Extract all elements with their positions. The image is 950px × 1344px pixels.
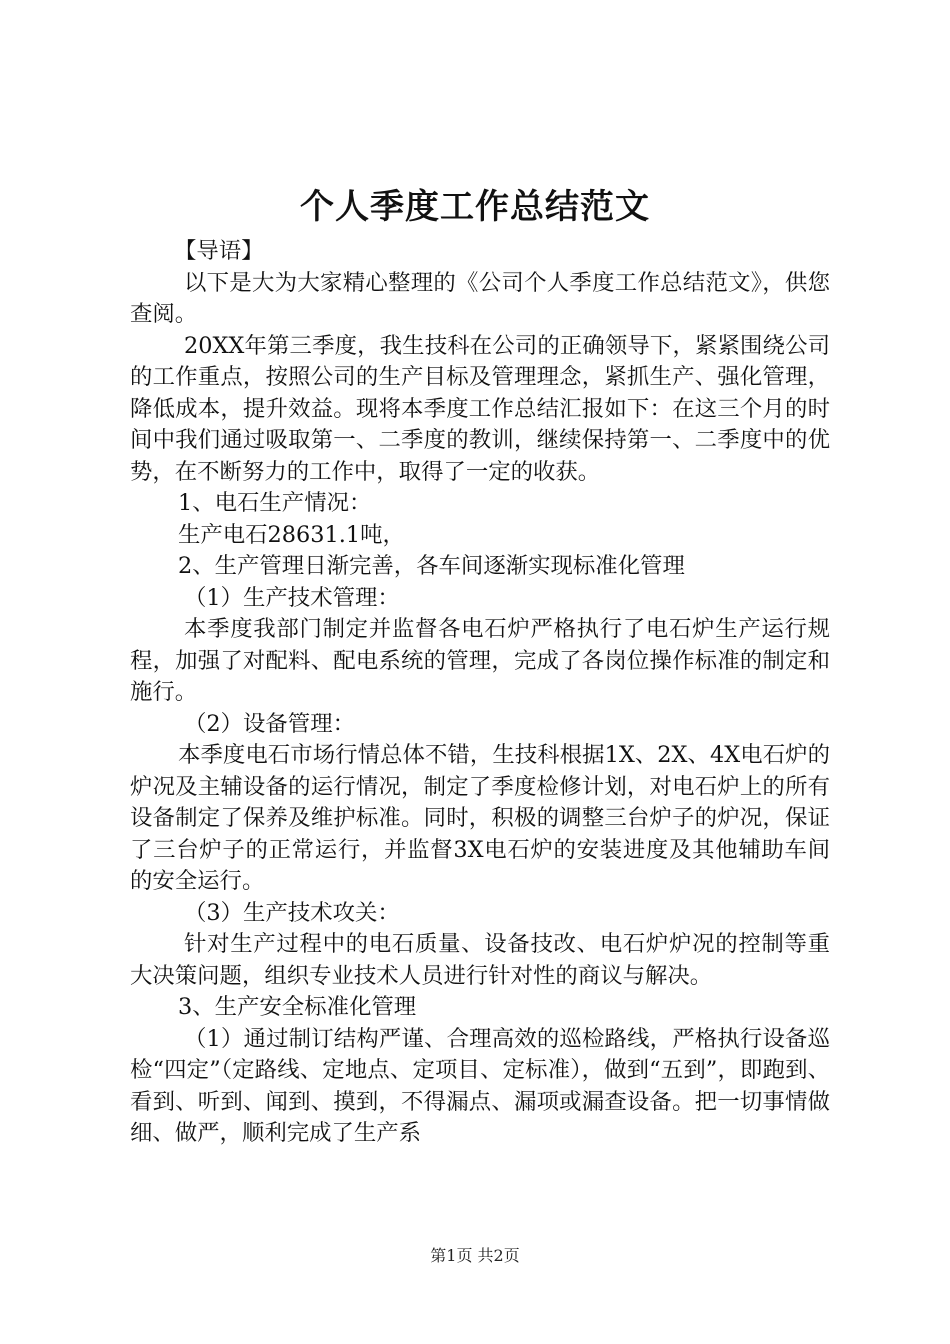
intro-heading: 【导语】: [174, 238, 264, 264]
section-heading-3: 3、生产安全标准化管理: [178, 994, 417, 1020]
page-footer: 第1页 共2页: [430, 1246, 520, 1265]
subsection-heading-2-1: （1）生产技术管理：: [184, 584, 400, 611]
subsection-heading-2-2: （2）设备管理：: [184, 710, 355, 737]
technical-management-paragraph: 本季度我部门制定并监督各电石炉严格执行了电石炉生产运行规程，加强了对配料、配电系统的管理，完成了各岗位操作标准的制定和施行。: [130, 616, 830, 705]
summary-paragraph: 20XX年第三季度，我生技科在公司的正确领导下，紧紧围绕公司的工作重点，按照公司的生产目标及管理理念，紧抓生产、强化管理，降低成本，提升效益。现将本季度工作总结汇报如下：在这三个月的时间中我们通过吸取第一、二季度的教训，继续保持第一、二季度中的优势，在不断努力的工作中，取得了一定的收获。: [130, 332, 830, 485]
equipment-management-paragraph: 本季度电石市场行情总体不错，生技科根据1X、2X、4X电石炉的炉况及主辅设备的运行情况，制定了季度检修计划，对电石炉上的所有设备制定了保养及维护标准。同时，积极的调整三台炉子的炉况，保证了三台炉子的正常运行，并监督3X电石炉的安装进度及其他辅助车间的安全运行。: [130, 742, 830, 894]
section-heading-1: 1、电石生产情况：: [178, 490, 372, 516]
document-body: [130, 236, 830, 1150]
technical-problem-paragraph: 针对生产过程中的电石质量、设备技改、电石炉炉况的控制等重大决策问题，组织专业技术人员进行针对性的商议与解决。: [130, 931, 830, 989]
subsection-heading-2-3: （3）生产技术攻关：: [184, 899, 400, 926]
safety-management-paragraph: （1）通过制订结构严谨、合理高效的巡检路线，严格执行设备巡检“四定”（定路线、定地点、定项目、定标准），做到“五到”，即跑到、看到、听到、闻到、摸到，不得漏点、漏项或漏查设备。把一切事情做细、做严，顺利完成了生产系: [130, 1025, 830, 1146]
intro-paragraph: 以下是大为大家精心整理的《公司个人季度工作总结范文》，供您查阅。: [130, 269, 830, 327]
section-heading-2: 2、生产管理日渐完善，各车间逐渐实现标准化管理: [178, 553, 685, 579]
document-title: 个人季度工作总结范文: [300, 187, 650, 227]
production-output: 生产电石28631.1吨，: [178, 521, 405, 548]
